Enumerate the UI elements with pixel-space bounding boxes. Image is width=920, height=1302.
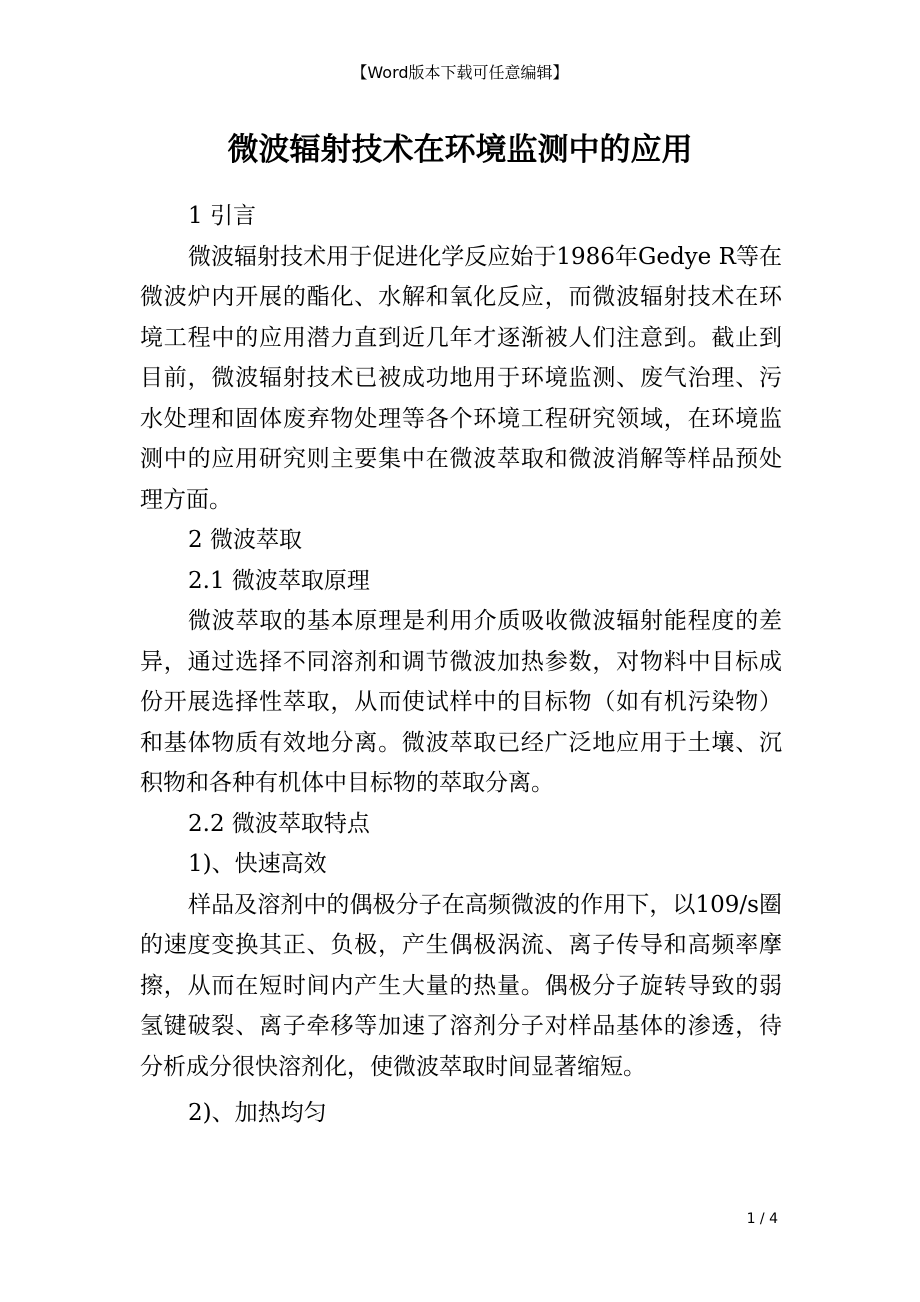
document-title: 微波辐射技术在环境监测中的应用 <box>227 132 693 168</box>
document-body <box>140 196 782 1134</box>
subsection-heading-principle: 2.1 微波萃取原理 <box>188 567 370 594</box>
paragraph-fast-efficient: 样品及溶剂中的偶极分子在高频微波的作用下，以109/s圈的速度变换其正、负极，产生偶极涡流、离子传导和高频率摩擦，从而在短时间内产生大量的热量。偶极分子旋转导致的弱氢键破裂、离子牵移等加速了溶剂分子对样品基体的渗透，待分析成分很快溶剂化，使微波萃取时间显著缩短。 <box>140 891 782 1080</box>
page-header: 【Word版本下载可任意编辑】 <box>351 63 569 82</box>
paragraph-introduction: 微波辐射技术用于促进化学反应始于1986年Gedye R等在微波炉内开展的酯化、水解和氧化反应，而微波辐射技术在环境工程中的应用潜力直到近几年才逐渐被人们注意到。截止到目前，微波辐射技术已被成功地用于环境监测、废气治理、污水处理和固体废弃物处理等各个环境工程研究领域，在环境监测中的应用研究则主要集中在微波萃取和微波消解等样品预处理方面。 <box>140 243 782 513</box>
subsection-heading-features: 2.2 微波萃取特点 <box>188 810 370 837</box>
page-number: 1 / 4 <box>746 1211 778 1227</box>
section-heading-introduction: 1 引言 <box>188 203 256 229</box>
paragraph-principle: 微波萃取的基本原理是利用介质吸收微波辐射能程度的差异，通过选择不同溶剂和调节微波加热参数，对物料中目标成份开展选择性萃取，从而使试样中的目标物（如有机污染物）和基体物质有效地分离。微波萃取已经广泛地应用于土壤、沉积物和各种有机体中目标物的萃取分离。 <box>140 608 782 796</box>
section-heading-microwave-extraction: 2 微波萃取 <box>188 527 302 553</box>
list-heading-uniform-heating: 2)、加热均匀 <box>188 1100 327 1126</box>
list-heading-fast-efficient: 1)、快速高效 <box>188 851 327 877</box>
